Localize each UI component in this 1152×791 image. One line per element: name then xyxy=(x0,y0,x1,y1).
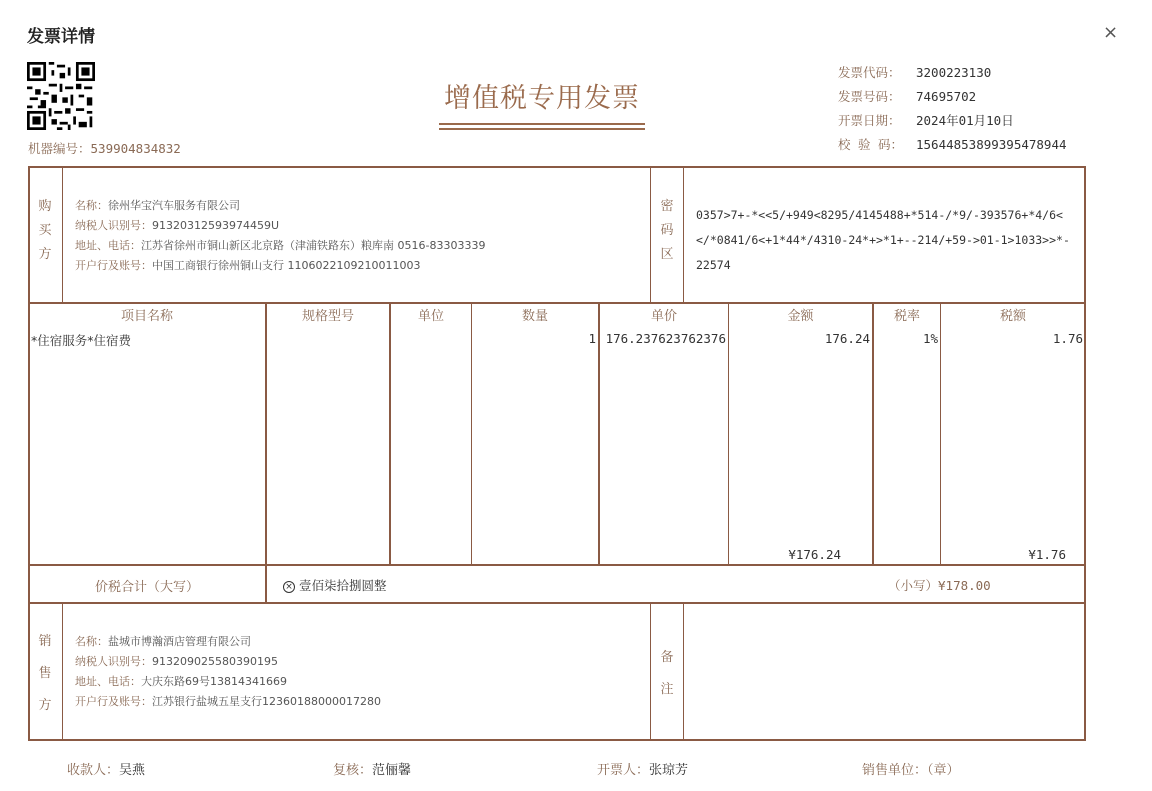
item-name: *住宿服务*住宿费 xyxy=(31,333,132,348)
field-value: 913209025580390195 xyxy=(152,655,278,668)
meta-invoice-number xyxy=(838,88,1067,112)
field-label: 地址、电话： xyxy=(75,239,141,252)
col-header-spec: 规格型号 xyxy=(301,309,354,324)
side-char: 方 xyxy=(38,247,52,262)
col-header-amount: 金额 xyxy=(787,309,814,324)
total-upper xyxy=(283,576,387,594)
buyer-name xyxy=(75,196,485,216)
item-qty: 1 xyxy=(588,331,596,346)
divider xyxy=(29,602,1085,604)
col-header-tax: 税额 xyxy=(999,309,1026,324)
side-char: 方 xyxy=(38,698,52,713)
title-underline xyxy=(439,123,645,125)
buyer-address xyxy=(75,236,485,256)
side-char: 密 xyxy=(660,199,674,214)
field-value: 盐城市博瀚酒店管理有限公司 xyxy=(108,635,251,648)
seller-bank xyxy=(75,692,381,712)
footer-reviewer xyxy=(333,759,411,778)
side-char: 买 xyxy=(38,223,52,238)
divider xyxy=(265,303,267,565)
cancel-circle-icon: × xyxy=(283,581,295,593)
divider xyxy=(683,603,684,740)
side-char: 码 xyxy=(660,223,674,238)
field-label: 开户行及账号： xyxy=(75,695,152,708)
total-upper-value: 壹佰柒拾捌圆整 xyxy=(299,578,387,593)
col-header-rate: 税率 xyxy=(893,309,920,324)
invoice-meta xyxy=(838,64,1067,160)
field-value: 江苏银行盐城五星支行12360188000017280 xyxy=(152,695,381,708)
field-value: 91320312593974459U xyxy=(152,219,280,232)
field-label: 名称： xyxy=(75,199,108,212)
divider xyxy=(389,303,391,565)
footer-value: 吴燕 xyxy=(119,763,146,778)
footer-value: 范俪馨 xyxy=(372,763,412,778)
meta-label: 发票代码： xyxy=(838,65,901,80)
meta-value: 3200223130 xyxy=(916,65,992,80)
total-lower xyxy=(888,576,991,594)
footer-payee xyxy=(67,759,145,778)
field-label: 名称： xyxy=(75,635,108,648)
meta-label: 校 验 码： xyxy=(838,137,904,152)
divider xyxy=(62,167,63,303)
seller-address xyxy=(75,672,381,692)
close-icon[interactable]: × xyxy=(1103,22,1119,43)
total-lower-value: ¥178.00 xyxy=(938,578,991,593)
field-label: 纳税人识别号： xyxy=(75,219,152,232)
invoice-title: 增值税专用发票 xyxy=(444,83,640,114)
col-header-name: 项目名称 xyxy=(120,309,173,324)
buyer-info xyxy=(75,196,485,276)
field-label: 地址、电话： xyxy=(75,675,141,688)
seller-side-label xyxy=(34,626,56,722)
divider xyxy=(29,564,1085,566)
meta-check-code xyxy=(838,136,1067,160)
field-value: 徐州华宝汽车服务有限公司 xyxy=(108,199,240,212)
footer-label: 开票人： xyxy=(597,763,650,778)
footer-value: （章） xyxy=(927,763,960,778)
total-amount: ¥176.24 xyxy=(788,547,841,562)
cipher-side-label xyxy=(656,195,678,267)
meta-label: 发票号码： xyxy=(838,89,901,104)
buyer-tax-id xyxy=(75,216,485,236)
buyer-side-label xyxy=(34,195,56,267)
machine-label: 机器编号： xyxy=(28,141,91,156)
machine-number xyxy=(28,139,181,157)
meta-value: 15644853899395478944 xyxy=(916,137,1067,152)
dialog-title: 发票详情 xyxy=(27,27,95,47)
seller-name xyxy=(75,632,381,652)
field-value: 大庆东路69号13814341669 xyxy=(141,675,287,688)
total-tax: ¥1.76 xyxy=(1028,547,1066,562)
col-header-qty: 数量 xyxy=(521,309,548,324)
meta-invoice-date xyxy=(838,112,1067,136)
buyer-bank xyxy=(75,256,485,276)
meta-value: 2024年01月10日 xyxy=(916,113,1014,128)
item-tax: 1.76 xyxy=(1052,331,1083,346)
footer-label: 复核： xyxy=(333,763,373,778)
meta-invoice-code xyxy=(838,64,1067,88)
seller-tax-id xyxy=(75,652,381,672)
meta-value: 74695702 xyxy=(916,89,977,104)
side-char: 注 xyxy=(660,682,674,697)
item-price: 176.237623762376 xyxy=(605,331,726,346)
field-label: 纳税人识别号： xyxy=(75,655,152,668)
footer-label: 销售单位： xyxy=(862,763,928,778)
footer-drawer xyxy=(597,759,688,778)
divider xyxy=(650,603,651,740)
divider xyxy=(62,603,63,740)
total-lower-label: （小写） xyxy=(888,578,939,593)
footer-seller-unit xyxy=(862,759,960,778)
divider xyxy=(29,302,1085,304)
side-char: 购 xyxy=(38,199,52,214)
remark-side-label xyxy=(656,642,678,706)
col-header-price: 单价 xyxy=(650,309,677,324)
side-char: 备 xyxy=(660,650,674,665)
field-value: 江苏省徐州市铜山新区北京路（津浦铁路东）粮库南 0516-83303339 xyxy=(141,239,486,252)
field-label: 开户行及账号： xyxy=(75,259,152,272)
side-char: 区 xyxy=(660,247,674,262)
title-underline xyxy=(439,128,645,130)
item-amount: 176.24 xyxy=(824,331,870,346)
cipher-text: 0357>7+-*<<5/+949<8295/4145488+*514-/*9/-393576+*4/6<</*0841/6<+1*44*/4310-24*+>*1+--214/+59->01-1>1033>>*-22574 xyxy=(696,208,1070,272)
seller-info xyxy=(75,632,381,712)
meta-label: 开票日期： xyxy=(838,113,901,128)
side-char: 售 xyxy=(38,666,52,681)
side-char: 销 xyxy=(38,634,52,649)
divider xyxy=(683,167,684,303)
qr-code-icon xyxy=(27,62,95,130)
footer-value: 张琼芳 xyxy=(649,763,689,778)
machine-value: 539904834832 xyxy=(90,141,181,156)
total-label: 价税合计（大写） xyxy=(94,580,199,595)
col-header-unit: 单位 xyxy=(417,309,444,324)
divider xyxy=(650,167,651,303)
divider xyxy=(265,565,267,603)
footer-label: 收款人： xyxy=(67,763,120,778)
field-value: 中国工商银行徐州铜山支行 1106022109210011003 xyxy=(152,259,421,272)
item-rate: 1% xyxy=(922,331,938,346)
